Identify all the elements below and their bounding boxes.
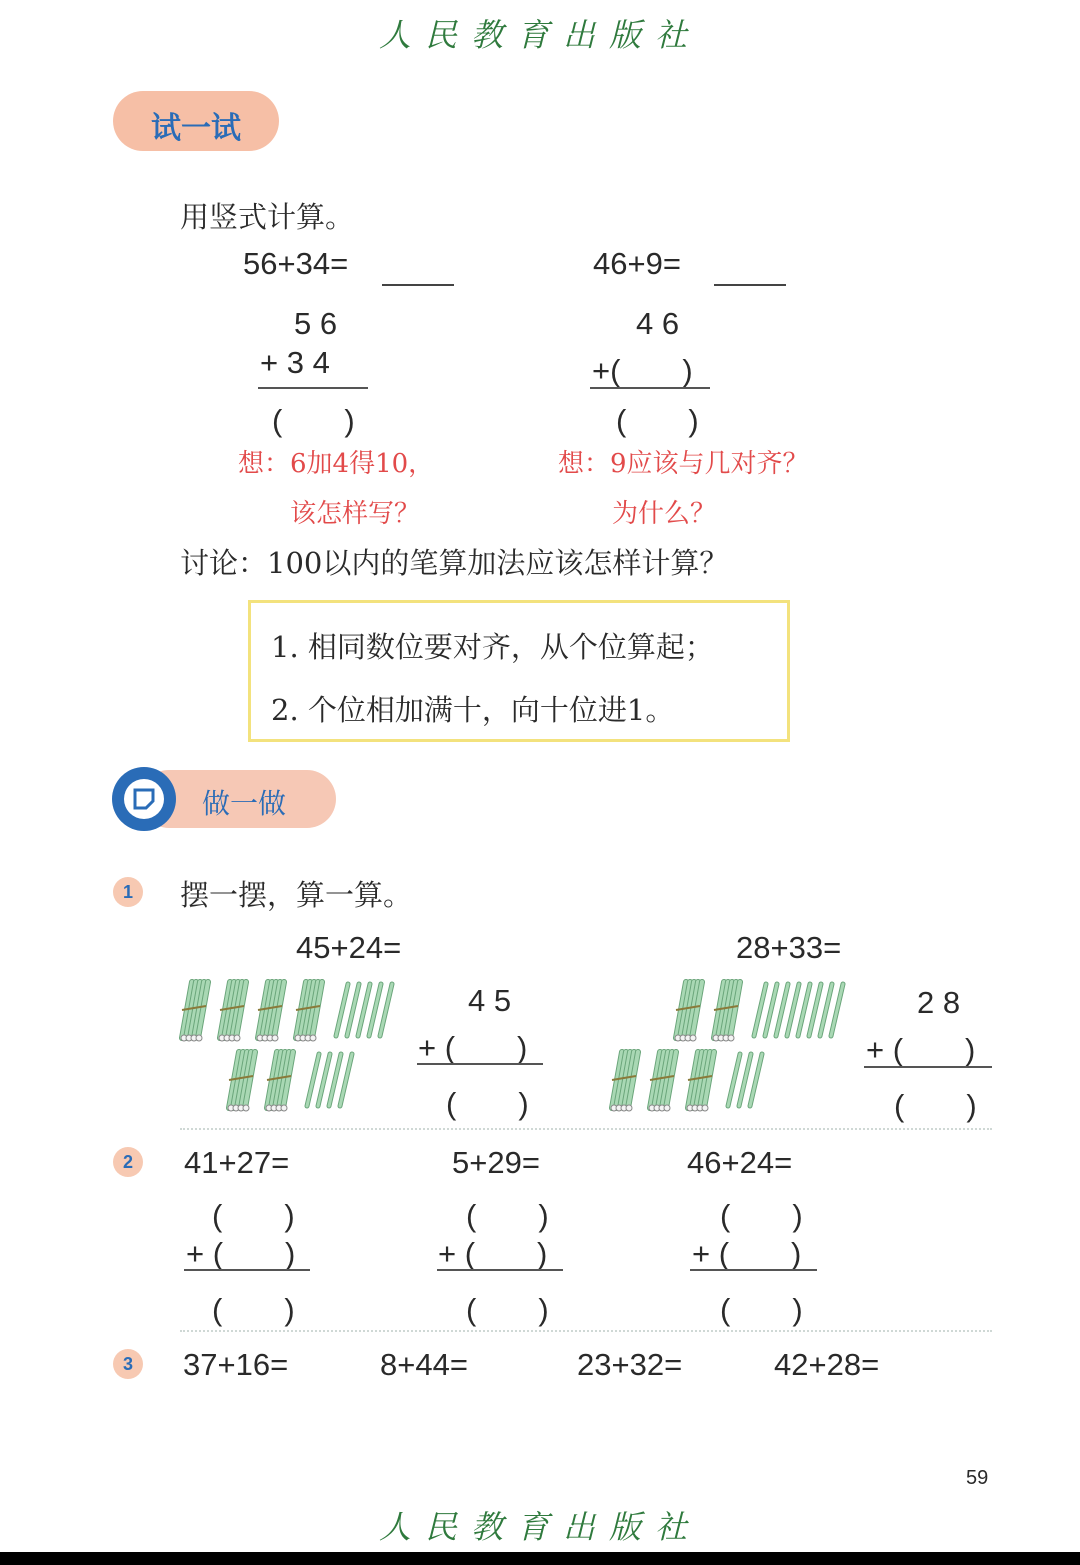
exercise-2-problem-2-result[interactable]: ( ): [466, 1292, 549, 1327]
try-problem-1-equation: 56+34=: [243, 246, 349, 281]
stick-bundle-icon: [675, 982, 702, 1041]
try-problem-1-result-box[interactable]: ( ): [272, 403, 355, 438]
stick-bundle-icon: [295, 982, 322, 1041]
stick-bundle-icon: [649, 1052, 676, 1111]
exercise-1-problem-1-rule: [417, 1063, 543, 1065]
try-problem-2-second-row[interactable]: +( ): [592, 353, 693, 388]
exercise-2-problem-1-top[interactable]: ( ): [212, 1198, 295, 1233]
try-instruction: 用竖式计算。: [180, 200, 355, 234]
single-stick-icon: [776, 984, 788, 1036]
stick-bundle-icon: [181, 982, 208, 1041]
exercise-2-problem-3-top[interactable]: ( ): [720, 1198, 803, 1233]
exercise-1-problem-1-top: 4 5: [468, 983, 512, 1018]
exercise-2-problem-3-rule: [690, 1269, 817, 1271]
single-stick-icon: [329, 1054, 341, 1106]
stick-bundle-icon: [266, 1052, 293, 1111]
exercise-3-number: 3: [113, 1349, 143, 1379]
exercise-2-problem-2-rule: [437, 1269, 563, 1271]
stick-bundle-icon: [611, 1052, 638, 1111]
stick-bundle-icon: [713, 982, 740, 1041]
try-problem-2-equation: 46+9=: [593, 246, 681, 281]
try-problem-2-top-digits: 4 6: [636, 306, 680, 341]
exercise-2-problem-2-equation: 5+29=: [452, 1145, 540, 1180]
single-stick-icon: [739, 1054, 751, 1106]
exercise-1-problem-2-equation: 28+33=: [736, 930, 842, 965]
discussion-question: 讨论：100以内的笔算加法应该怎样计算？: [180, 546, 729, 580]
header-publisher-logo: 人民教育出版社: [378, 16, 701, 54]
exercise-2-problem-1-rule: [184, 1269, 310, 1271]
sticks-illustration-28: [672, 978, 872, 1048]
exercise-3-problem-2: 8+44=: [380, 1347, 468, 1382]
exercise-2-problem-2-top[interactable]: ( ): [466, 1198, 549, 1233]
corner-square-icon: [133, 788, 155, 810]
exercise-2-problem-1-equation: 41+27=: [184, 1145, 290, 1180]
try-problem-2-sum-rule: [590, 387, 710, 389]
section-divider: [180, 1330, 992, 1332]
try-problem-2-hint-2: 为什么？: [612, 499, 717, 529]
try-problem-1-sum-rule: [258, 387, 368, 389]
single-stick-icon: [336, 984, 348, 1036]
single-stick-icon: [307, 1054, 319, 1106]
single-stick-icon: [765, 984, 777, 1036]
section-divider: [180, 1128, 992, 1130]
try-problem-1-hint-2: 该怎样写？: [290, 499, 421, 529]
exercise-2-problem-2-second[interactable]: + ( ): [438, 1236, 548, 1271]
exercise-2-problem-1-result[interactable]: ( ): [212, 1292, 295, 1327]
footer-publisher-logo: 人民教育出版社: [378, 1508, 701, 1546]
do-section-title: 做一做: [202, 787, 287, 820]
single-stick-icon: [820, 984, 832, 1036]
summary-rule-2: 2. 个位相加满十，向十位进1。: [271, 693, 675, 727]
exercise-1-problem-2-top: 2 8: [917, 985, 961, 1020]
sticks-illustration-33: [608, 1048, 788, 1118]
hexagon-badge-icon: [112, 767, 176, 831]
sticks-illustration-45: [178, 978, 418, 1048]
try-section-title: 试一试: [151, 111, 241, 146]
single-stick-icon: [754, 984, 766, 1036]
single-stick-icon: [750, 1054, 762, 1106]
stick-bundle-icon: [219, 982, 246, 1041]
try-problem-1-hint-1: 想：6加4得10，: [238, 449, 435, 479]
exercise-2-problem-3-equation: 46+24=: [687, 1145, 793, 1180]
single-stick-icon: [358, 984, 370, 1036]
try-problem-1-top-digits: 5 6: [294, 306, 338, 341]
exercise-1-problem-2-result[interactable]: ( ): [894, 1088, 977, 1123]
single-stick-icon: [831, 984, 843, 1036]
sticks-illustration-24: [225, 1048, 385, 1118]
exercise-1-problem-2-rule: [864, 1066, 992, 1068]
stick-bundle-icon: [687, 1052, 714, 1111]
try-problem-2-result-box[interactable]: ( ): [616, 403, 699, 438]
single-stick-icon: [347, 984, 359, 1036]
single-stick-icon: [340, 1054, 352, 1106]
stick-bundle-icon: [228, 1052, 255, 1111]
exercise-1-problem-1-second[interactable]: + ( ): [418, 1030, 528, 1065]
single-stick-icon: [380, 984, 392, 1036]
exercise-3-problem-1: 37+16=: [183, 1347, 289, 1382]
exercise-2-problem-3-result[interactable]: ( ): [720, 1292, 803, 1327]
try-problem-2-hint-1: 想：9应该与几对齐？: [558, 449, 809, 479]
single-stick-icon: [809, 984, 821, 1036]
single-stick-icon: [798, 984, 810, 1036]
single-stick-icon: [728, 1054, 740, 1106]
exercise-3-problem-3: 23+32=: [577, 1347, 683, 1382]
exercise-1-problem-1-result[interactable]: ( ): [446, 1086, 529, 1121]
exercise-1-instruction: 摆一摆，算一算。: [180, 878, 413, 912]
exercise-1-problem-2-second[interactable]: + ( ): [866, 1032, 976, 1067]
page-number: 59: [966, 1467, 989, 1489]
summary-box: [248, 600, 790, 742]
exercise-1-problem-1-equation: 45+24=: [296, 930, 402, 965]
try-problem-1-second-row: + 3 4: [260, 345, 330, 380]
single-stick-icon: [318, 1054, 330, 1106]
try-section-badge: [113, 91, 279, 151]
exercise-2-number: 2: [113, 1147, 143, 1177]
exercise-2-problem-1-second[interactable]: + ( ): [186, 1236, 296, 1271]
exercise-1-number: 1: [113, 877, 143, 907]
try-problem-1-answer-blank[interactable]: [382, 284, 454, 286]
exercise-2-problem-3-second[interactable]: + ( ): [692, 1236, 802, 1271]
single-stick-icon: [787, 984, 799, 1036]
try-problem-2-answer-blank[interactable]: [714, 284, 786, 286]
summary-rule-1: 1. 相同数位要对齐，从个位算起；: [271, 630, 714, 664]
exercise-3-problem-4: 42+28=: [774, 1347, 880, 1382]
stick-bundle-icon: [257, 982, 284, 1041]
single-stick-icon: [369, 984, 381, 1036]
